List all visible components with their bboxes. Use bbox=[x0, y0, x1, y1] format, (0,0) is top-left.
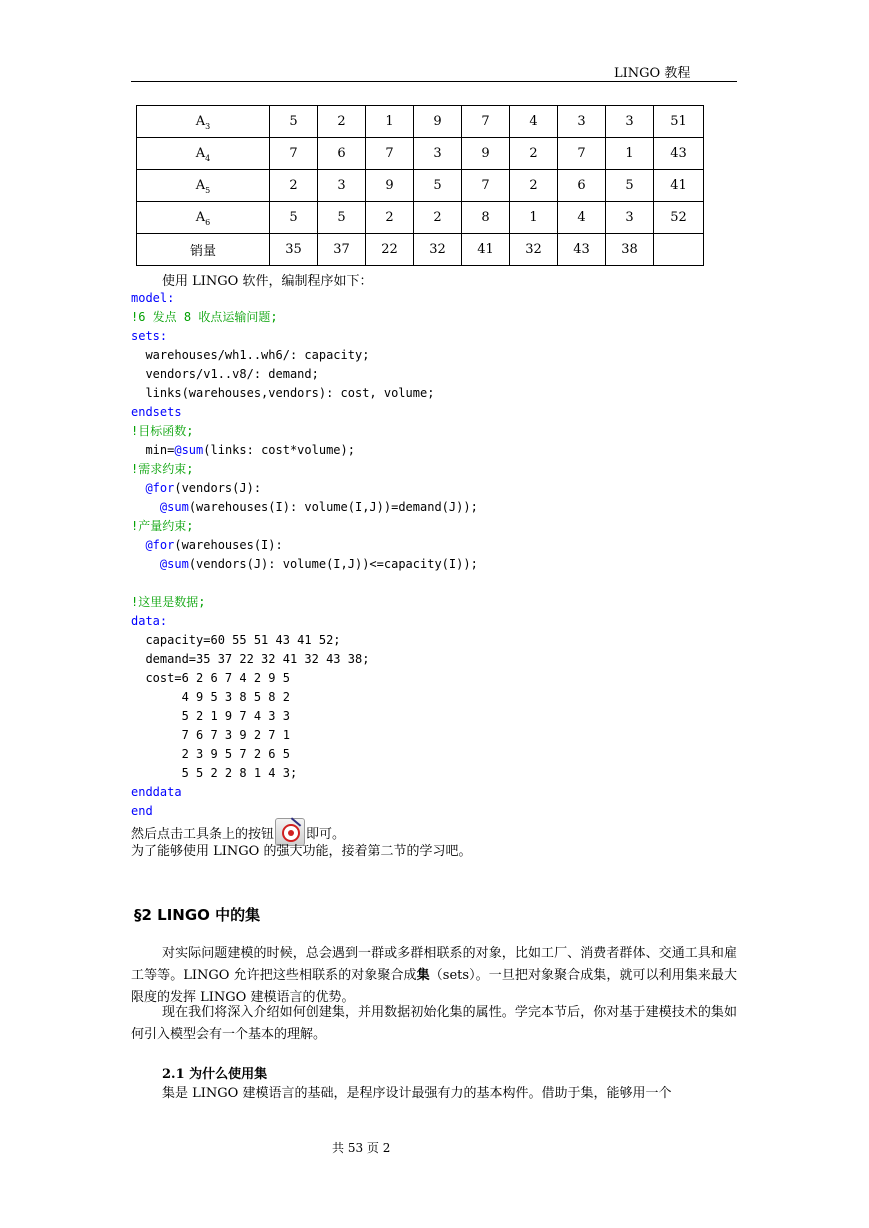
table-cell: 9 bbox=[414, 106, 462, 138]
code-token: !产量约束; bbox=[131, 519, 194, 533]
code-block bbox=[131, 289, 478, 821]
paragraph-intro bbox=[131, 943, 737, 1009]
row-label-subscript: 5 bbox=[205, 186, 211, 195]
table-cell: 41 bbox=[654, 170, 704, 202]
code-line bbox=[131, 650, 478, 669]
table-cell: 43 bbox=[654, 138, 704, 170]
paragraph-sets-basis: 集是 LINGO 建模语言的基础，是程序设计最强有力的基本构件。借助于集，能够用一个 bbox=[162, 1086, 672, 1101]
row-label-subscript: 6 bbox=[205, 218, 211, 227]
keyword-set: 集 bbox=[416, 968, 430, 983]
table-row bbox=[137, 202, 704, 234]
table-cell: 3 bbox=[414, 138, 462, 170]
code-token: cost=6 2 6 7 4 2 9 5 bbox=[131, 671, 290, 685]
table-cell: 2 bbox=[510, 138, 558, 170]
code-line bbox=[131, 479, 478, 498]
code-line bbox=[131, 726, 478, 745]
code-line bbox=[131, 612, 478, 631]
row-label bbox=[137, 202, 270, 234]
table-cell: 9 bbox=[462, 138, 510, 170]
table-cell bbox=[654, 234, 704, 266]
code-token: 5 2 1 9 7 4 3 3 bbox=[131, 709, 290, 723]
row-label-text: 销量 bbox=[189, 244, 216, 259]
code-token bbox=[131, 538, 145, 552]
row-label-text: A bbox=[195, 114, 206, 129]
code-token: capacity=60 55 51 43 41 52; bbox=[131, 633, 341, 647]
code-line bbox=[131, 289, 478, 308]
code-token: !目标函数; bbox=[131, 424, 194, 438]
toolbar-instruction-before: 然后点击工具条上的按钮 bbox=[131, 826, 275, 842]
code-line bbox=[131, 308, 478, 327]
table-cell: 2 bbox=[414, 202, 462, 234]
code-line bbox=[131, 631, 478, 650]
code-token: warehouses/wh1..wh6/: capacity; bbox=[131, 348, 370, 362]
table-cell: 2 bbox=[510, 170, 558, 202]
code-token: sets: bbox=[131, 329, 168, 343]
code-token: 4 9 5 3 8 5 8 2 bbox=[131, 690, 290, 704]
table-row bbox=[137, 234, 704, 266]
code-token: @for bbox=[145, 481, 175, 495]
intro-text: 使用 LINGO 软件，编制程序如下： bbox=[162, 274, 373, 289]
table-cell: 2 bbox=[270, 170, 318, 202]
table-cell: 51 bbox=[654, 106, 704, 138]
code-line bbox=[131, 365, 478, 384]
code-token: @for bbox=[145, 538, 175, 552]
code-token: enddata bbox=[131, 785, 182, 799]
table-cell: 7 bbox=[462, 106, 510, 138]
code-token: vendors/v1..v8/: demand; bbox=[131, 367, 319, 381]
table-cell: 35 bbox=[270, 234, 318, 266]
code-token: @sum bbox=[159, 500, 189, 514]
code-token: demand=35 37 22 32 41 32 43 38; bbox=[131, 652, 370, 666]
table-cell: 3 bbox=[606, 106, 654, 138]
table-row bbox=[137, 138, 704, 170]
row-label-text: A bbox=[195, 146, 206, 161]
toolbar-instruction-after: 即可。 bbox=[306, 826, 346, 842]
row-label bbox=[137, 106, 270, 138]
cost-table bbox=[136, 105, 704, 266]
row-label-text: A bbox=[195, 210, 206, 225]
paragraph-overview: 现在我们将深入介绍如何创建集，并用数据初始化集的属性。学完本节后，你对基于建模技术的集如何引入模型会有一个基本的理解。 bbox=[131, 1005, 737, 1042]
code-line bbox=[131, 498, 478, 517]
code-token bbox=[131, 557, 160, 571]
code-line bbox=[131, 707, 478, 726]
code-line bbox=[131, 745, 478, 764]
code-line bbox=[131, 384, 478, 403]
table-cell: 6 bbox=[318, 138, 366, 170]
row-label-subscript: 4 bbox=[205, 154, 211, 163]
table-cell: 7 bbox=[558, 138, 606, 170]
code-line bbox=[131, 346, 478, 365]
table-cell: 38 bbox=[606, 234, 654, 266]
table-cell: 2 bbox=[366, 202, 414, 234]
table-cell: 32 bbox=[510, 234, 558, 266]
code-token: 7 6 7 3 9 2 7 1 bbox=[131, 728, 290, 742]
table-cell: 2 bbox=[318, 106, 366, 138]
code-line bbox=[131, 536, 478, 555]
table-cell: 32 bbox=[414, 234, 462, 266]
paragraph-intro-b: （sets）。一旦把对象聚合成集，就可以利用集来最大限度的发挥 LINGO 建模语言的优势。 bbox=[131, 968, 737, 1005]
paragraph-intro-a: 对实际问题建模的时候，总会遇到一群或多群相联系的对象，比如工厂、消费者群体、交通工具和雇工等等。LINGO 允许把这些相联系的对象聚合成 bbox=[131, 946, 737, 983]
table-cell: 7 bbox=[462, 170, 510, 202]
table-cell: 4 bbox=[510, 106, 558, 138]
next-section-text: 为了能够使用 LINGO 的强大功能，接着第二节的学习吧。 bbox=[131, 844, 472, 859]
code-token: (vendors(J): bbox=[174, 481, 262, 495]
code-token: 5 5 2 2 8 1 4 3; bbox=[131, 766, 298, 780]
code-token bbox=[131, 481, 145, 495]
table-cell: 7 bbox=[366, 138, 414, 170]
table-cell: 5 bbox=[606, 170, 654, 202]
code-line bbox=[131, 783, 478, 802]
subsection-heading: 2.1 为什么使用集 bbox=[162, 1067, 268, 1082]
table-cell: 4 bbox=[558, 202, 606, 234]
code-token: !这里是数据; bbox=[131, 595, 206, 609]
code-token: endsets bbox=[131, 405, 182, 419]
table-cell: 1 bbox=[510, 202, 558, 234]
table-cell: 22 bbox=[366, 234, 414, 266]
table-cell: 7 bbox=[270, 138, 318, 170]
row-label bbox=[137, 138, 270, 170]
table-cell: 3 bbox=[558, 106, 606, 138]
code-line bbox=[131, 403, 478, 422]
code-line bbox=[131, 669, 478, 688]
table-cell: 1 bbox=[366, 106, 414, 138]
code-line bbox=[131, 764, 478, 783]
code-line bbox=[131, 441, 478, 460]
section-heading: §2 LINGO 中的集 bbox=[134, 906, 261, 924]
code-line bbox=[131, 574, 478, 593]
code-token: min= bbox=[131, 443, 175, 457]
table-cell: 6 bbox=[558, 170, 606, 202]
code-line bbox=[131, 517, 478, 536]
code-token: !需求约束; bbox=[131, 462, 194, 476]
code-token: links(warehouses,vendors): cost, volume; bbox=[131, 386, 435, 400]
code-token: model: bbox=[131, 291, 175, 305]
code-token: (warehouses(I): bbox=[174, 538, 283, 552]
code-token: (vendors(J): volume(I,J))<=capacity(I)); bbox=[188, 557, 478, 571]
table-cell: 1 bbox=[606, 138, 654, 170]
table-cell: 52 bbox=[654, 202, 704, 234]
running-header: LINGO 教程 bbox=[614, 66, 691, 81]
code-token: @sum bbox=[174, 443, 204, 457]
code-token bbox=[131, 500, 160, 514]
table-cell: 43 bbox=[558, 234, 606, 266]
table-cell: 37 bbox=[318, 234, 366, 266]
table-cell: 5 bbox=[270, 202, 318, 234]
code-line bbox=[131, 688, 478, 707]
code-token: data: bbox=[131, 614, 168, 628]
table-cell: 8 bbox=[462, 202, 510, 234]
code-token: !6 发点 8 收点运输问题; bbox=[131, 310, 278, 324]
code-line bbox=[131, 555, 478, 574]
table-row bbox=[137, 170, 704, 202]
row-label-text: A bbox=[195, 178, 206, 193]
table-cell: 3 bbox=[606, 202, 654, 234]
row-label bbox=[137, 234, 270, 266]
table-cell: 3 bbox=[318, 170, 366, 202]
code-line bbox=[131, 460, 478, 479]
table-row bbox=[137, 106, 704, 138]
code-line bbox=[131, 593, 478, 612]
code-token: end bbox=[131, 804, 153, 818]
header-rule bbox=[131, 81, 737, 82]
row-label bbox=[137, 170, 270, 202]
code-line bbox=[131, 422, 478, 441]
code-token: (warehouses(I): volume(I,J))=demand(J)); bbox=[188, 500, 478, 514]
code-token: 2 3 9 5 7 2 6 5 bbox=[131, 747, 290, 761]
table-cell: 5 bbox=[270, 106, 318, 138]
table-cell: 5 bbox=[414, 170, 462, 202]
page-footer: 共 53 页 2 bbox=[332, 1141, 391, 1155]
code-line bbox=[131, 327, 478, 346]
table-cell: 41 bbox=[462, 234, 510, 266]
table-cell: 5 bbox=[318, 202, 366, 234]
table-cell: 9 bbox=[366, 170, 414, 202]
code-token: @sum bbox=[159, 557, 189, 571]
row-label-subscript: 3 bbox=[205, 122, 211, 131]
code-token: (links: cost*volume); bbox=[203, 443, 355, 457]
